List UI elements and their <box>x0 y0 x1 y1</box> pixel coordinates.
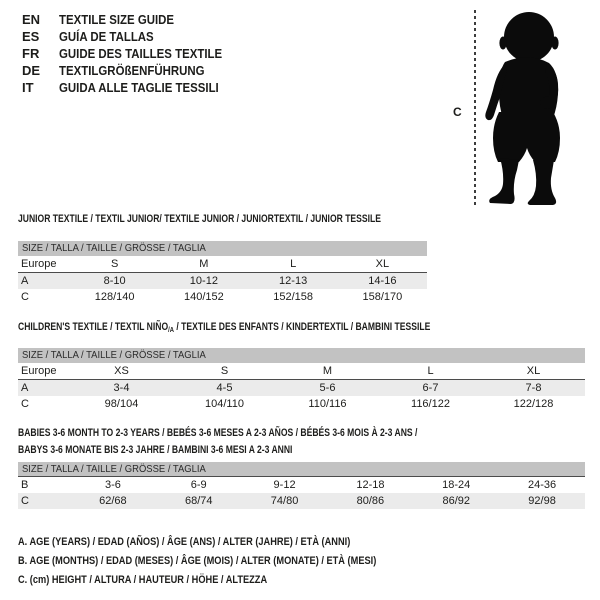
table-cell: 18-24 <box>442 479 471 491</box>
lang-row-es <box>22 28 244 45</box>
table-cell: 24-36 <box>527 479 557 491</box>
height-measure-label: C <box>453 105 462 119</box>
table-row-age <box>18 380 585 396</box>
table-row-height <box>18 396 585 412</box>
legend-footnotes <box>18 533 445 590</box>
junior-table-title: JUNIOR TEXTILE / TEXTIL JUNIOR/ TEXTILE JUNIOR / JUNIORTEXTIL / JUNIOR TESSILE <box>18 213 381 225</box>
size-header-bar: SIZE / TALLA / TAILLE / GRÖSSE / TAGLIA <box>18 241 427 256</box>
baby-leg-right <box>528 160 556 205</box>
lang-row-it <box>22 79 244 96</box>
row-label: Europe <box>21 258 57 270</box>
table-cell: 68/74 <box>184 495 213 507</box>
table-cell: 3-4 <box>113 382 130 394</box>
table-cell: 92/98 <box>528 495 556 507</box>
table-cell: 62/68 <box>99 495 127 507</box>
table-cell: 98/104 <box>104 398 139 410</box>
table-cell: 158/170 <box>362 291 403 303</box>
title-subscript: /A <box>168 325 174 334</box>
baby-ear-left <box>499 37 506 50</box>
babies-table <box>18 462 585 509</box>
row-label: A <box>21 382 29 394</box>
lang-code: IT <box>22 80 34 95</box>
table-cell: XL <box>375 258 390 270</box>
baby-leg-left <box>489 158 519 204</box>
junior-table <box>18 241 427 305</box>
table-cell: 152/158 <box>273 291 313 303</box>
table-cell: M <box>199 258 209 270</box>
lang-row-de <box>22 62 244 79</box>
table-cell: 86/92 <box>442 495 470 507</box>
children-table-title: CHILDREN'S TEXTILE / TEXTIL $NIÑO_{/A}$ / TEXTILE DES ENFANTS / KINDERTEXTIL / BAMBINI TESSILE <box>18 321 431 334</box>
row-label: B <box>21 479 29 491</box>
table-cell: 80/86 <box>356 495 385 507</box>
table-cell: 140/152 <box>183 291 224 303</box>
table-cell: 7-8 <box>525 382 542 394</box>
table-cell: 12-13 <box>279 275 308 287</box>
table-cell: 9-12 <box>273 479 296 491</box>
height-measure-dotted-line <box>474 10 476 208</box>
footnote-c: C. (cm) HEIGHT / ALTURA / HAUTEUR / HÖHE / ALTEZZA <box>18 574 268 586</box>
table-cell: 3-6 <box>104 479 121 491</box>
table-cell: S <box>220 365 229 377</box>
table-cell: 8-10 <box>103 275 126 287</box>
table-row-europe <box>18 256 427 273</box>
lang-code: EN <box>22 12 41 27</box>
table-cell: L <box>427 365 434 377</box>
footnote-b: B. AGE (MONTHS) / EDAD (MESES) / ÂGE (MOIS) / ALTER (MONATE) / ETÀ (MESI) <box>18 555 377 567</box>
lang-code: ES <box>22 29 40 44</box>
row-label: C <box>21 495 29 507</box>
table-cell: XL <box>526 365 541 377</box>
lang-code: DE <box>22 63 41 78</box>
baby-ear-right <box>551 37 558 50</box>
lang-code: FR <box>22 46 40 61</box>
table-cell: M <box>322 365 333 377</box>
children-table <box>18 348 585 412</box>
size-header-bar: SIZE / TALLA / TAILLE / GRÖSSE / TAGLIA <box>18 348 585 363</box>
footnote-a: A. AGE (YEARS) / EDAD (AÑOS) / ÂGE (ANS) / ALTER (JAHRE) / ETÀ (ANNI) <box>18 536 351 548</box>
row-label: C <box>21 398 29 410</box>
table-cell: XS <box>114 365 129 377</box>
table-row-months <box>18 477 585 493</box>
size-header-bar: SIZE / TALLA / TAILLE / GRÖSSE / TAGLIA <box>18 462 585 477</box>
lang-title: TEXTILGRÖßENFÜHRUNG <box>59 63 205 78</box>
table-cell: 122/128 <box>513 398 554 410</box>
table-cell: 6-7 <box>422 382 439 394</box>
lang-title: GUÍA DE TALLAS <box>59 29 154 44</box>
language-list <box>22 11 244 96</box>
table-cell: 6-9 <box>190 479 207 491</box>
table-cell: 128/140 <box>94 291 135 303</box>
table-row-height <box>18 289 427 305</box>
table-cell: 74/80 <box>270 495 299 507</box>
row-label: A <box>21 275 29 287</box>
baby-silhouette-image <box>483 12 567 207</box>
table-cell: 14-16 <box>368 275 397 287</box>
table-cell: 110/116 <box>308 398 347 410</box>
table-cell: 10-12 <box>189 275 218 287</box>
lang-row-fr <box>22 45 244 62</box>
table-row-height <box>18 493 585 509</box>
table-cell: 104/110 <box>205 398 244 410</box>
row-label: C <box>21 291 29 303</box>
table-cell: 5-6 <box>319 382 336 394</box>
table-cell: 12-18 <box>356 479 385 491</box>
table-cell: 116/122 <box>411 398 450 410</box>
table-cell: L <box>290 258 297 270</box>
baby-shorts <box>493 112 560 162</box>
table-row-age <box>18 273 427 289</box>
table-row-europe <box>18 363 585 380</box>
lang-title: TEXTILE SIZE GUIDE <box>59 12 175 27</box>
row-label: Europe <box>21 365 57 377</box>
table-cell: 4-5 <box>216 382 233 394</box>
lang-title: GUIDA ALLE TAGLIE TESSILI <box>59 80 219 95</box>
babies-table-title: BABIES 3-6 MONTH TO 2-3 YEARS / BEBÉS 3-6 MESES A 2-3 AÑOS / BÉBÉS 3-6 MOIS À 2-3 ANS / BABYS 3-6 MONATE BIS 2-3 JAHRE / BAMBINI 3-6 MESI A 2-3 ANNI <box>18 427 418 456</box>
lang-title: GUIDE DES TAILLES TEXTILE <box>59 46 223 61</box>
table-cell: S <box>110 258 119 270</box>
lang-row-en <box>22 11 244 28</box>
baby-head <box>504 12 554 62</box>
